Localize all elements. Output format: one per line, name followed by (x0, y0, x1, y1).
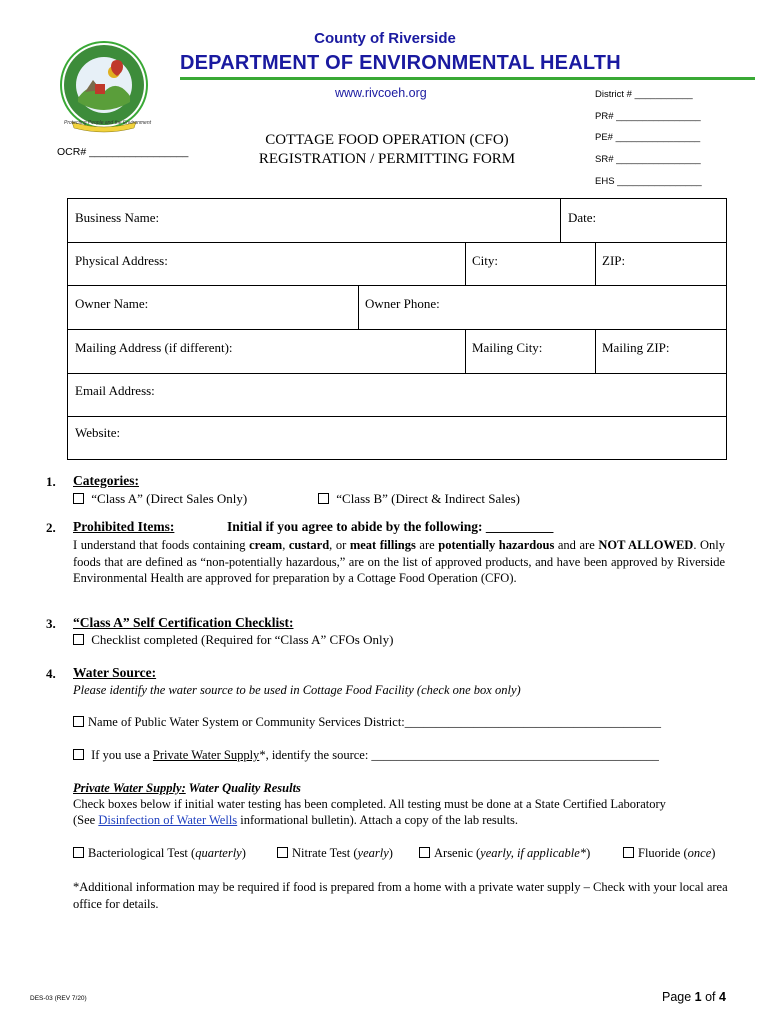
public-water-label: Name of Public Water System or Community Services District:_________________________________________ (88, 715, 662, 729)
fluoride-label: Fluoride (once) (638, 846, 716, 860)
owner-phone-field[interactable]: Owner Phone: (365, 296, 440, 311)
class-b-checkbox[interactable] (318, 493, 329, 504)
class-b-label: “Class B” (Direct & Indirect Sales) (336, 491, 520, 506)
section-4-number: 4. (46, 666, 56, 681)
testing-instructions-line2: (See Disinfection of Water Wells informational bulletin). Attach a copy of the lab results. (73, 813, 518, 827)
form-title-line1: COTTAGE FOOD OPERATION (CFO) (265, 132, 509, 148)
district-field[interactable]: District # ___________ (595, 89, 693, 100)
website-url[interactable]: www.rivcoeh.org (335, 86, 427, 100)
physical-address-field[interactable]: Physical Address: (75, 253, 168, 268)
prohibited-items-text: I understand that foods containing cream, custard, or meat fillings are potentially hazardous and are NOT ALLOWED. Only foods that are defined as “non-potentially hazardous,” are on the list of approved products, and have been approved by Riverside Environmental Health are approved for preparation by a Cottage Food Operation (CFO). (73, 538, 726, 585)
date-field[interactable]: Date: (568, 210, 597, 225)
private-water-supply-link[interactable]: Private Water Supply (152, 748, 260, 762)
water-source-instruction: Please identify the water source to be used in Cottage Food Facility (check one box only) (73, 683, 521, 697)
department-name: DEPARTMENT OF ENVIRONMENTAL HEALTH (180, 52, 621, 74)
mailing-zip-field[interactable]: Mailing ZIP: (602, 340, 670, 355)
header-divider (180, 77, 755, 80)
nitrate-label: Nitrate Test (yearly) (292, 846, 393, 860)
page-number: Page 1 of 4 (662, 990, 726, 1004)
disinfection-bulletin-link[interactable]: Disinfection of Water Wells (98, 813, 238, 827)
class-a-checkbox[interactable] (73, 493, 84, 504)
seal-banner: Protecting People and the Environment (64, 120, 151, 126)
form-code: DES-03 (REV 7/20) (30, 995, 87, 1002)
pe-field[interactable]: PE# ________________ (595, 132, 701, 143)
additional-info-note: *Additional information may be required if food is prepared from a home with a private water supply – Check with your local area office for details. (73, 880, 728, 911)
fluoride-checkbox[interactable] (623, 847, 634, 858)
class-a-label: “Class A” (Direct Sales Only) (91, 491, 248, 506)
bacteriological-label: Bacteriological Test (quarterly) (88, 846, 246, 860)
form-title-line2: REGISTRATION / PERMITTING FORM (258, 151, 516, 167)
self-certification-heading: “Class A” Self Certification Checklist: (73, 615, 294, 630)
prohibited-items-heading: Prohibited Items: (73, 519, 175, 534)
county-name: County of Riverside (314, 30, 456, 47)
ehs-field[interactable]: EHS ________________ (595, 176, 702, 187)
private-water-label: If you use a Private Water Supply*, identify the source: ______________________________________________ (91, 748, 659, 762)
nitrate-checkbox[interactable] (277, 847, 288, 858)
city-field[interactable]: City: (472, 253, 499, 268)
public-water-checkbox[interactable] (73, 716, 84, 727)
mailing-city-field[interactable]: Mailing City: (472, 340, 543, 355)
bacteriological-checkbox[interactable] (73, 847, 84, 858)
water-source-heading: Water Source: (73, 665, 157, 680)
website-field[interactable]: Website: (75, 425, 121, 440)
mailing-address-field[interactable]: Mailing Address (if different): (75, 340, 233, 355)
testing-instructions-line1: Check boxes below if initial water testing has been completed. All testing must be done at a State Certified Laboratory (73, 797, 666, 811)
zip-field[interactable]: ZIP: (602, 253, 626, 268)
ocr-field[interactable]: OCR# _________________ (57, 146, 189, 158)
arsenic-label: Arsenic (yearly, if applicable*) (434, 846, 591, 860)
arsenic-checkbox[interactable] (419, 847, 430, 858)
categories-heading: Categories: (73, 473, 139, 488)
section-3-number: 3. (46, 616, 56, 631)
owner-name-field[interactable]: Owner Name: (75, 296, 149, 311)
pws-heading: Private Water Supply: Water Quality Results (73, 781, 301, 795)
checklist-checkbox[interactable] (73, 634, 84, 645)
section-1-number: 1. (46, 474, 56, 489)
section-2-number: 2. (46, 520, 56, 535)
registration-table (67, 198, 727, 460)
initial-field[interactable]: Initial if you agree to abide by the following: __________ (227, 519, 554, 534)
checklist-label: Checklist completed (Required for “Class A” CFOs Only) (91, 632, 394, 647)
private-water-checkbox[interactable] (73, 749, 84, 760)
business-name-field[interactable]: Business Name: (75, 210, 160, 225)
sr-field[interactable]: SR# ________________ (595, 154, 701, 165)
email-field[interactable]: Email Address: (75, 383, 155, 398)
pr-field[interactable]: PR# ________________ (595, 111, 701, 122)
